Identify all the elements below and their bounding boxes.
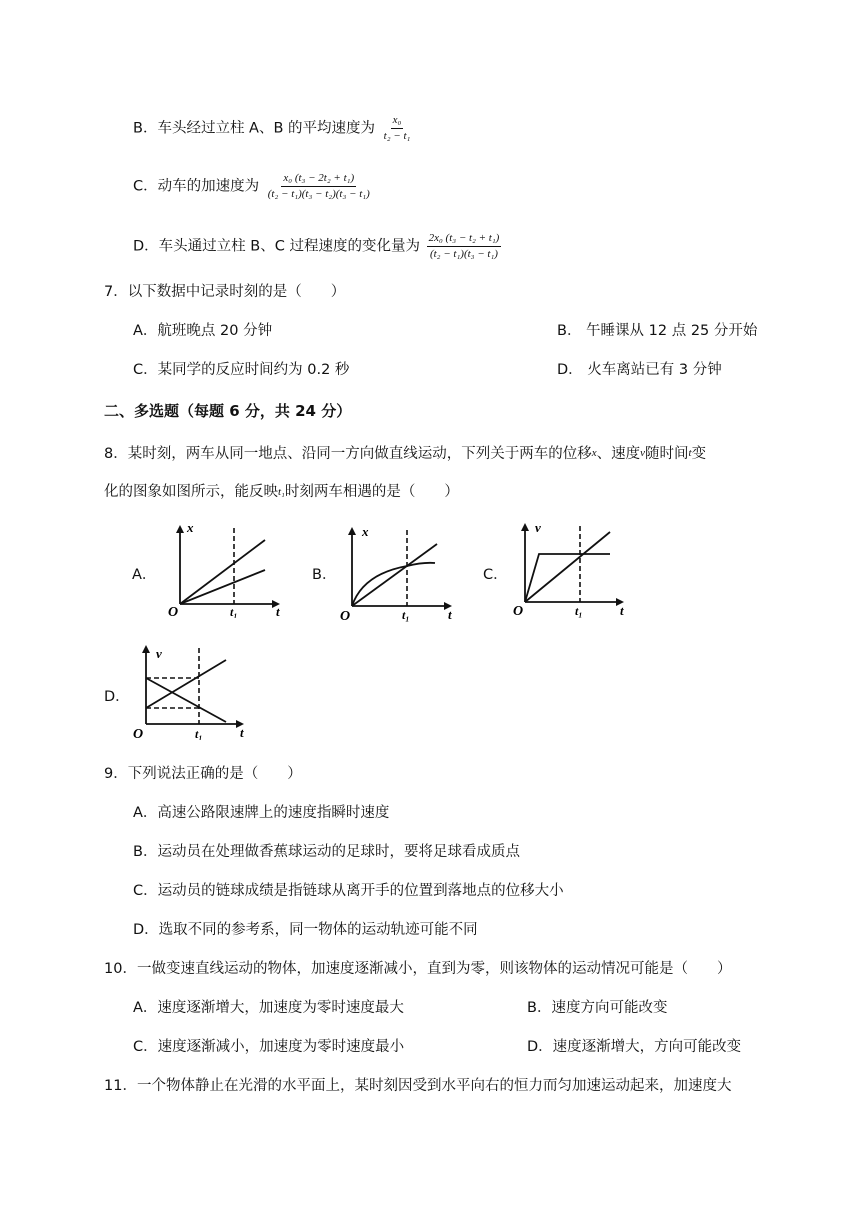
q7-option-b: B． 午睡课从 12 点 25 分开始 <box>557 323 758 339</box>
q6-option-c-numerator: x₀ (t₃ − 2t₂ + t₁) <box>281 172 356 187</box>
y-axis-arrow <box>348 527 356 535</box>
q8-stem-text: 时刻两车相遇的是（ ） <box>284 484 459 500</box>
q6-option-d-denominator: (t₂ − t₁)(t₃ − t₁) <box>429 248 498 260</box>
x-axis-label: t <box>276 604 280 618</box>
q9-stem: 9．下列说法正确的是（ ） <box>104 766 302 782</box>
q8-stem-text: 随时间 <box>645 446 689 462</box>
t1-label: t₁ <box>575 604 583 618</box>
q8-stem-text: 变 <box>691 446 707 462</box>
q7-option-a: A．航班晚点 20 分钟 <box>133 323 273 339</box>
q6-option-b-denominator: t₂ − t₁ <box>383 130 411 142</box>
x-axis-label: t <box>240 725 244 740</box>
q7-option-c: C．某同学的反应时间约为 0.2 秒 <box>133 362 350 378</box>
origin-label: O <box>168 605 179 618</box>
t1-label: t₁ <box>230 605 238 618</box>
q7-option-d: D． 火车离站已有 3 分钟 <box>557 362 722 378</box>
q8-option-d-label: D． <box>104 689 130 705</box>
q8-option-a-label: A． <box>132 567 157 583</box>
section-heading-multiple-choice: 二、多选题（每题 6 分，共 24 分） <box>104 402 352 420</box>
q8-option-c-label: C． <box>483 567 508 583</box>
q6-option-b-text: B．车头经过立柱 A、B 的平均速度为 <box>133 120 376 137</box>
q8-graph-d <box>128 642 253 740</box>
q6-option-c-text: C．动车的加速度为 <box>133 178 260 195</box>
q7-stem: 7．以下数据中记录时刻的是（ ） <box>104 284 346 300</box>
q6-option-b-fraction <box>382 114 413 143</box>
q8-symbol-t: t <box>688 447 692 459</box>
q6-option-d-numerator: 2x₀ (t₃ − t₂ + t₁) <box>427 232 502 247</box>
q9-option-d: D．选取不同的参考系，同一物体的运动轨迹可能不同 <box>133 922 478 938</box>
x-axis-label: t <box>620 603 624 618</box>
q10-option-c: C．速度逐渐减小，加速度为零时速度最小 <box>133 1039 405 1055</box>
q6-option-d <box>133 232 501 261</box>
q8-graph-c <box>508 520 633 618</box>
origin-label: O <box>133 727 144 740</box>
q6-option-c-fraction <box>266 172 372 201</box>
q8-graph-b <box>335 522 460 622</box>
y-axis-label: v <box>535 520 541 535</box>
y-axis-arrow <box>521 523 529 531</box>
q11-stem: 11．一个物体静止在光滑的水平面上，某时刻因受到水平向右的恒力而匀加速运动起来，加速度大 <box>104 1078 732 1094</box>
q8-symbol-x: x <box>591 447 597 459</box>
q8-stem-text: 化的图象如图所示，能反映 <box>104 484 278 500</box>
q9-option-b: B．运动员在处理做香蕉球运动的足球时，要将足球看成质点 <box>133 844 520 860</box>
x-axis-label: t <box>448 607 452 622</box>
q8-option-b-label: B． <box>312 567 337 583</box>
t1-label: t₁ <box>195 727 203 740</box>
q10-stem: 10．一做变速直线运动的物体，加速度逐渐减小，直到为零，则该物体的运动情况可能是（ ） <box>104 961 732 977</box>
q6-option-c-denominator: (t₂ − t₁)(t₃ − t₂)(t₃ − t₁) <box>267 188 370 200</box>
q10-option-a: A．速度逐渐增大，加速度为零时速度最大 <box>133 1000 404 1016</box>
q6-option-b <box>133 114 412 143</box>
line-steep <box>180 540 265 604</box>
y-axis-arrow <box>142 645 150 653</box>
line-uniform-acceleration <box>525 532 610 602</box>
q6-option-b-numerator: x₀ <box>391 114 404 129</box>
y-axis-label: v <box>156 646 162 661</box>
y-axis-label: x <box>187 520 194 535</box>
q10-option-b: B．速度方向可能改变 <box>527 1000 668 1016</box>
origin-label: O <box>513 604 524 618</box>
curve <box>352 563 435 606</box>
q8-symbol-t1: t₁ <box>278 486 285 498</box>
q8-stem-text: 8．某时刻，两车从同一地点、沿同一方向做直线运动，下列关于两车的位移 <box>104 446 592 462</box>
origin-label: O <box>340 609 351 622</box>
q6-option-d-text: D．车头通过立柱 B、C 过程速度的变化量为 <box>133 238 420 255</box>
q6-option-c <box>133 172 372 201</box>
q9-option-c: C．运动员的链球成绩是指链球从离开手的位置到落地点的位移大小 <box>133 883 564 899</box>
y-axis-arrow <box>176 525 184 533</box>
q8-symbol-v: v <box>640 447 646 459</box>
y-axis-label: x <box>362 524 369 539</box>
q10-option-d: D．速度逐渐增大，方向可能改变 <box>527 1039 742 1055</box>
q8-stem-line1 <box>104 443 706 464</box>
q8-graph-a <box>160 520 285 618</box>
line-straight <box>352 544 437 606</box>
t1-label: t₁ <box>402 608 410 622</box>
q8-stem-text: 、速度 <box>596 446 641 462</box>
line-accelerate-then-constant <box>525 554 610 602</box>
q9-option-a: A．高速公路限速牌上的速度指瞬时速度 <box>133 805 390 821</box>
q8-stem-line2 <box>104 482 459 502</box>
line-shallow <box>180 570 265 604</box>
q6-option-d-fraction <box>427 232 502 261</box>
